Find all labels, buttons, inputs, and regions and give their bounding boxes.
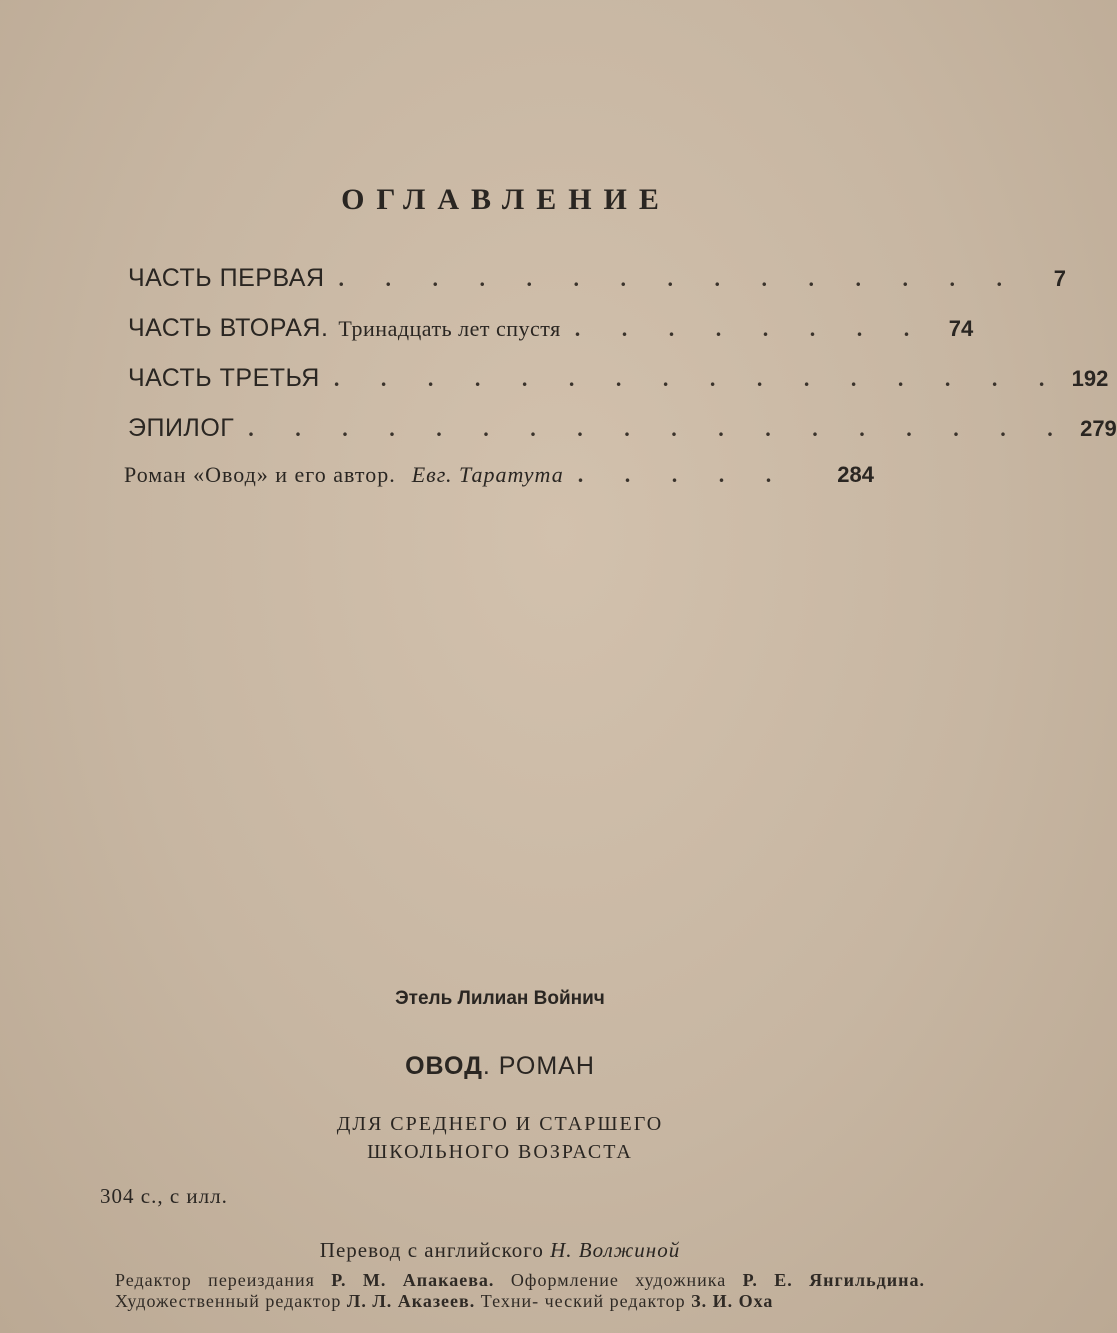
toc-entry (128, 264, 1067, 298)
leader-dots: . . . . . (577, 462, 790, 487)
toc-entry-page: 7 (1053, 266, 1067, 291)
toc-entry-author: Евг. Таратута (411, 462, 564, 487)
toc-entry-page: 284 (837, 462, 874, 487)
imprint-translation (0, 1238, 1000, 1263)
imprint-audience (0, 1110, 1000, 1166)
toc-entry-label: Роман «Овод» и его автор. (124, 462, 396, 487)
toc-entry-label: ЧАСТЬ ТРЕТЬЯ (128, 364, 320, 392)
credit-role: Техни- (480, 1291, 540, 1311)
credit-role: Художественный редактор (115, 1291, 342, 1311)
toc-entry-page: 74 (948, 316, 974, 341)
leader-dots: . . . . . . . . . . . . . . . . . . (248, 416, 1071, 441)
toc-entry (128, 414, 1117, 448)
imprint-credits (115, 1270, 925, 1312)
leader-dots: . . . . . . . . . . . . . . . (338, 266, 1021, 291)
imprint-title-genre: . РОМАН (482, 1052, 595, 1080)
toc-entry-subtitle: Тринадцать лет спустя (338, 316, 561, 341)
credit-name: Л. Л. Аказеев. (346, 1291, 476, 1311)
imprint-author: Этель Лилиан Войнич (395, 988, 605, 1009)
imprint-page-count: 304 с., с илл. (100, 1184, 228, 1208)
toc-entry-label: ЧАСТЬ ВТОРАЯ. (128, 314, 329, 342)
imprint-title (0, 1052, 1000, 1081)
toc-entry (128, 314, 974, 348)
credit-role: Оформление художника (510, 1270, 727, 1290)
credit-name: Р. М. Апакаева. (331, 1270, 495, 1290)
toc-entry-page: 279 (1080, 416, 1117, 441)
toc-entry-page: 192 (1071, 366, 1109, 391)
audience-line: ДЛЯ СРЕДНЕГО И СТАРШЕГО (336, 1113, 664, 1135)
toc-entry (128, 364, 1109, 398)
toc-entry (124, 462, 874, 496)
leader-dots: . . . . . . . . (574, 316, 928, 341)
toc-title: ОГЛАВЛЕНИЕ (341, 183, 671, 216)
audience-line: ШКОЛЬНОГО ВОЗРАСТА (367, 1141, 633, 1163)
credit-role: ческий редактор (544, 1291, 686, 1311)
credit-role: Редактор переиздания (115, 1270, 315, 1290)
toc-entry-label: ЧАСТЬ ПЕРВАЯ (128, 264, 325, 292)
translation-prefix: Перевод с английского (319, 1238, 544, 1262)
leader-dots: . . . . . . . . . . . . . . . . (333, 366, 1063, 391)
imprint-title-main: ОВОД (405, 1052, 483, 1080)
translator-name: Н. Волжиной (550, 1238, 681, 1262)
credit-name: З. И. Оха (691, 1291, 774, 1311)
toc-entry-label: ЭПИЛОГ (128, 414, 235, 442)
credit-name: Р. Е. Янгильдина. (742, 1270, 925, 1290)
